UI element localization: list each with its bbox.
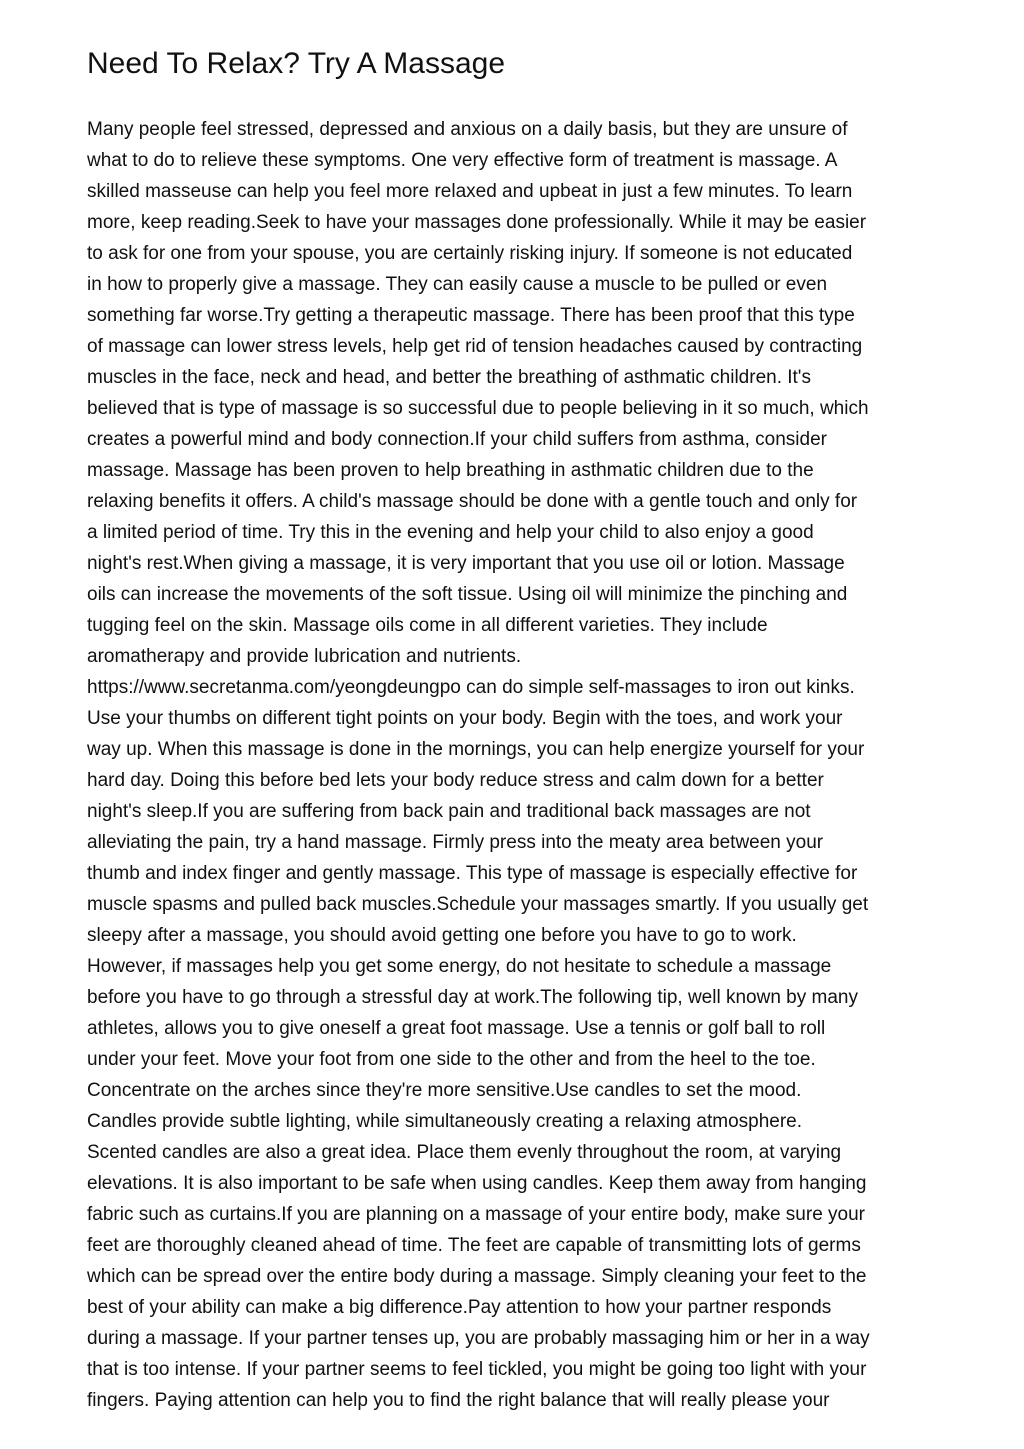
- text-line: thumb and index finger and gently massage. This type of massage is especially effective for: [87, 863, 858, 884]
- text-line: relaxing benefits it offers. A child's massage should be done with a gentle touch and only for: [87, 491, 858, 512]
- text-line: muscles in the face, neck and head, and better the breathing of asthmatic children. It's: [87, 367, 811, 388]
- text-line: in how to properly give a massage. They can easily cause a muscle to be pulled or even: [87, 274, 828, 295]
- text-line: more, keep reading.Seek to have your massages done professionally. While it may be easier: [87, 212, 867, 233]
- text-line: skilled masseuse can help you feel more relaxed and upbeat in just a few minutes. To learn: [87, 181, 853, 202]
- text-line: best of your ability can make a big difference.Pay attention to how your partner responds: [87, 1297, 832, 1318]
- article-body: [87, 114, 942, 1416]
- text-line: Many people feel stressed, depressed and anxious on a daily basis, but they are unsure of: [87, 119, 848, 140]
- text-line: Scented candles are also a great idea. Place them evenly throughout the room, at varying: [87, 1142, 842, 1163]
- text-line: fabric such as curtains.If you are planning on a massage of your entire body, make sure your: [87, 1204, 866, 1225]
- text-line: Candles provide subtle lighting, while simultaneously creating a relaxing atmosphere.: [87, 1111, 803, 1132]
- text-line: something far worse.Try getting a therapeutic massage. There has been proof that this type: [87, 305, 855, 326]
- page-title: Need To Relax? Try A Massage: [87, 47, 506, 80]
- text-line: hard day. Doing this before bed lets your body reduce stress and calm down for a better: [87, 770, 824, 791]
- text-line: feet are thoroughly cleaned ahead of time. The feet are capable of transmitting lots of germs: [87, 1235, 861, 1256]
- text-line: during a massage. If your partner tenses up, you are probably massaging him or her in a way: [87, 1328, 870, 1349]
- text-line: aromatherapy and provide lubrication and nutrients.: [87, 646, 522, 667]
- text-line: However, if massages help you get some energy, do not hesitate to schedule a massage: [87, 956, 832, 977]
- text-line: night's sleep.If you are suffering from back pain and traditional back massages are not: [87, 801, 811, 822]
- text-line: of massage can lower stress levels, help get rid of tension headaches caused by contracting: [87, 336, 863, 357]
- text-line: massage. Massage has been proven to help breathing in asthmatic children due to the: [87, 460, 814, 481]
- text-line: athletes, allows you to give oneself a great foot massage. Use a tennis or golf ball to roll: [87, 1018, 826, 1039]
- text-line: which can be spread over the entire body during a massage. Simply cleaning your feet to the: [87, 1266, 867, 1287]
- text-line: Concentrate on the arches since they're more sensitive.Use candles to set the mood.: [87, 1080, 802, 1101]
- text-line: that is too intense. If your partner seems to feel tickled, you might be going too light with your: [87, 1359, 867, 1380]
- text-line: believed that is type of massage is so successful due to people believing in it so much, which: [87, 398, 869, 419]
- text-line: what to do to relieve these symptoms. One very effective form of treatment is massage. A: [87, 150, 838, 171]
- text-line: fingers. Paying attention can help you to find the right balance that will really please your: [87, 1390, 830, 1411]
- text-line: to ask for one from your spouse, you are certainly risking injury. If someone is not educated: [87, 243, 853, 264]
- text-line: before you have to go through a stressful day at work.The following tip, well known by many: [87, 987, 858, 1008]
- text-line: Use your thumbs on different tight points on your body. Begin with the toes, and work your: [87, 708, 843, 729]
- text-line: a limited period of time. Try this in the evening and help your child to also enjoy a good: [87, 522, 814, 543]
- text-line: https://www.secretanma.com/yeongdeungpo can do simple self-massages to iron out kinks.: [87, 677, 855, 698]
- text-line: tugging feel on the skin. Massage oils come in all different varieties. They include: [87, 615, 768, 636]
- text-line: alleviating the pain, try a hand massage. Firmly press into the meaty area between your: [87, 832, 824, 853]
- text-line: oils can increase the movements of the soft tissue. Using oil will minimize the pinching and: [87, 584, 848, 605]
- text-line: way up. When this massage is done in the mornings, you can help energize yourself for your: [87, 739, 865, 760]
- text-line: under your feet. Move your foot from one side to the other and from the heel to the toe.: [87, 1049, 816, 1070]
- text-line: muscle spasms and pulled back muscles.Schedule your massages smartly. If you usually get: [87, 894, 869, 915]
- text-line: creates a powerful mind and body connection.If your child suffers from asthma, consider: [87, 429, 827, 450]
- text-line: sleepy after a massage, you should avoid getting one before you have to go to work.: [87, 925, 797, 946]
- text-line: night's rest.When giving a massage, it is very important that you use oil or lotion. Massage: [87, 553, 845, 574]
- text-line: elevations. It is also important to be safe when using candles. Keep them away from hanging: [87, 1173, 867, 1194]
